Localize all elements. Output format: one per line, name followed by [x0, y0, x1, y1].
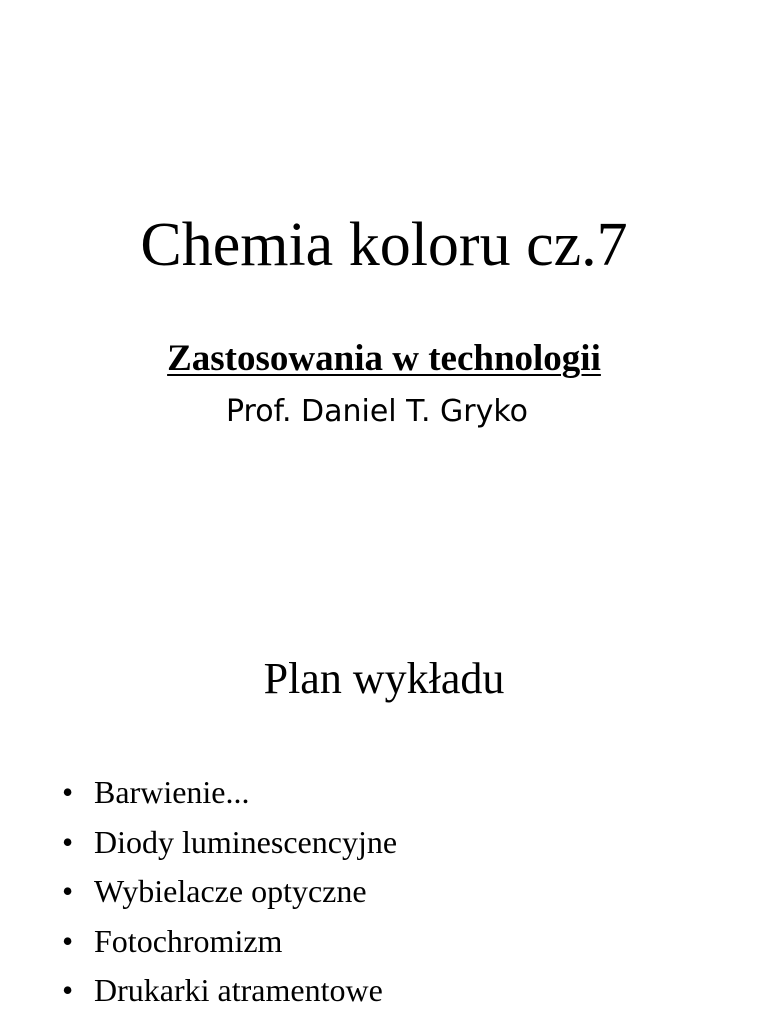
- list-item: [62, 966, 397, 1016]
- list-item-label: Diody luminescencyjne: [94, 823, 398, 860]
- list-item-label: Barwienie...: [94, 774, 250, 810]
- list-item-label: Wybielacze optyczne: [94, 873, 367, 909]
- lecture-plan-list: [62, 768, 397, 1016]
- bullet-icon: •: [62, 873, 74, 909]
- list-item-label: Drukarki atramentowe: [94, 972, 383, 1008]
- list-item: [62, 867, 397, 917]
- list-item: [62, 917, 397, 967]
- bullet-icon: •: [62, 922, 74, 959]
- bullet-icon: •: [62, 823, 74, 860]
- bullet-icon: •: [62, 774, 74, 810]
- slide-subtitle: Zastosowania w technologii: [167, 338, 601, 379]
- list-item-label: Fotochromizm: [94, 922, 283, 959]
- list-item: [62, 818, 397, 868]
- list-item: [62, 768, 397, 818]
- author-name: Prof. Daniel T. Gryko: [225, 394, 529, 429]
- bullet-icon: •: [62, 972, 74, 1008]
- lecture-plan-title: Plan wykładu: [263, 654, 505, 703]
- slide-title: Chemia koloru cz.7: [140, 211, 628, 279]
